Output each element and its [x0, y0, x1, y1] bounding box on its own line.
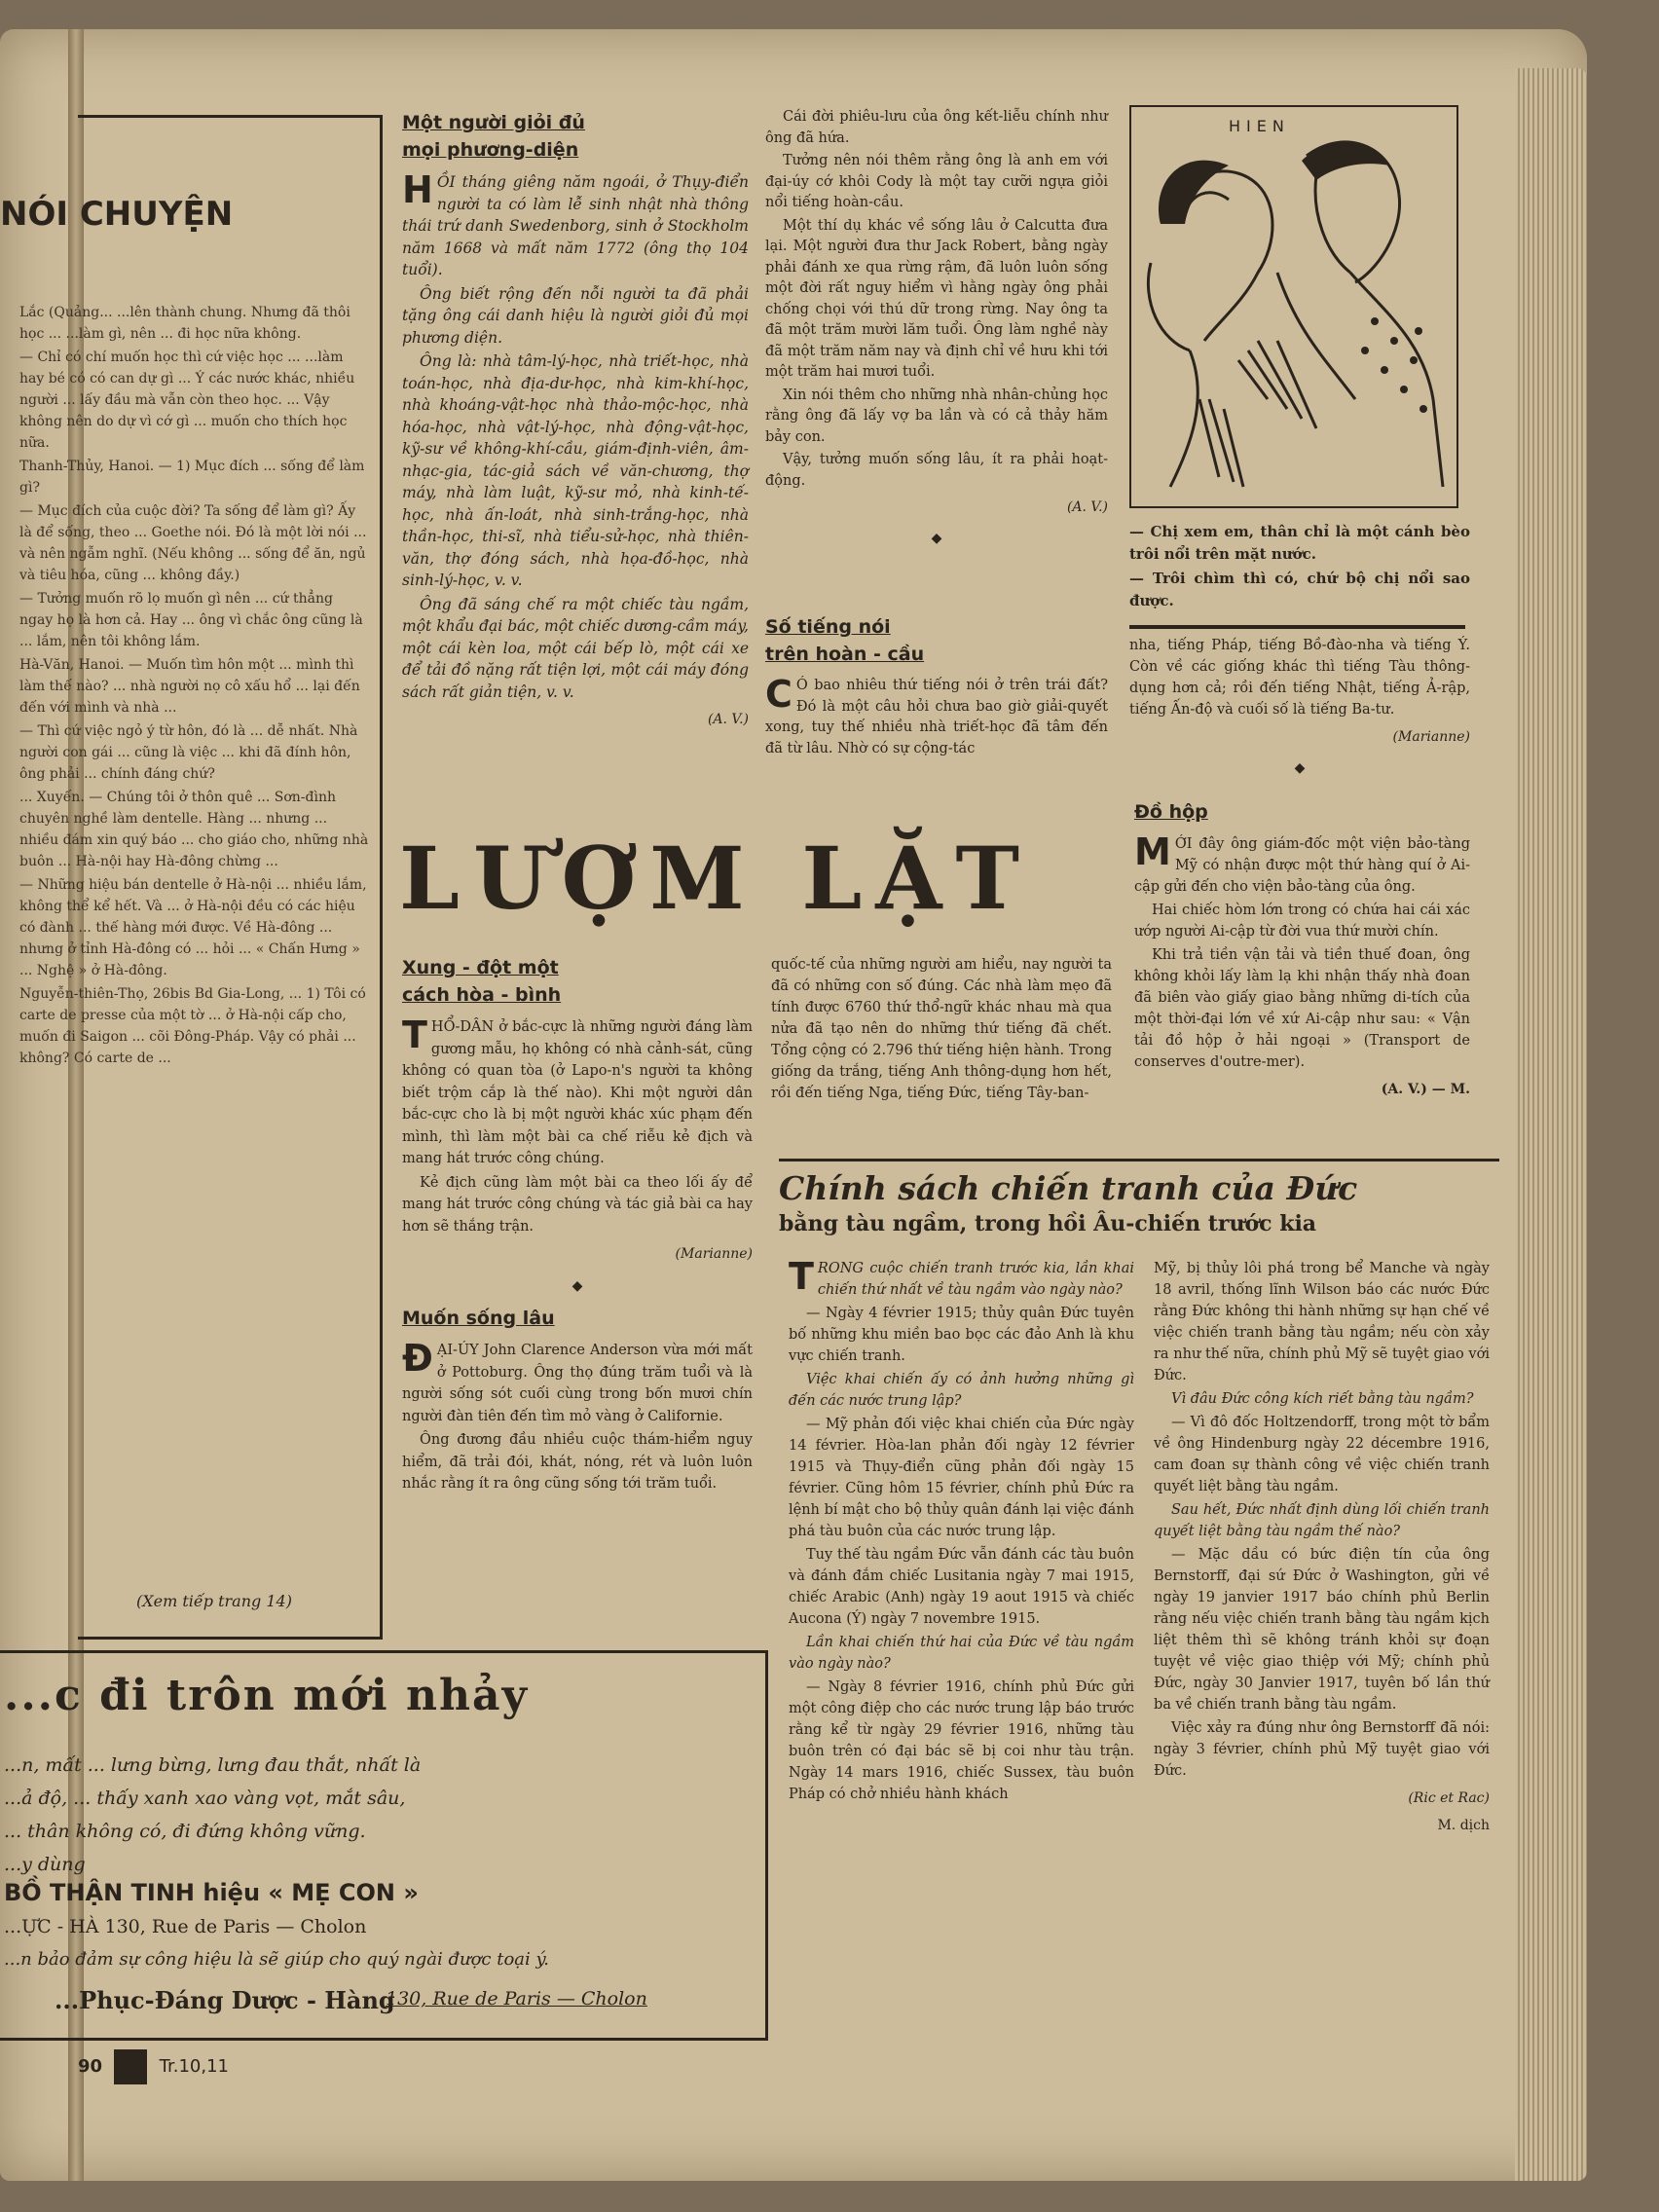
article-signature: (Ric et Rac)	[1408, 1790, 1490, 1806]
ad-guarantee: ...n bảo đảm sự công hiệu là sẽ giúp cho quý ngài được toại ý.	[4, 1949, 549, 1970]
article-signature: (Marianne)	[675, 1246, 753, 1262]
left-paragraph: Nguyễn-thiên-Thọ, 26bis Bd Gia-Long, ... 1) Tôi có carte de presse của một tờ ... ở Hà-nội cấp cho, muốn đi Saigon ... cõi Đông-Pháp. Vậy có phải ... không? Có carte de ...	[19, 986, 366, 1066]
article-submarine-col1	[789, 1255, 1134, 1807]
advertisement-box	[0, 1650, 768, 2041]
article-text: Tưởng nên nói thêm rằng ông là anh em với đại-úy cớ khôi Cody là một tay cưỡi ngựa giỏi nổi tiếng hoàn-cầu.	[765, 153, 1108, 210]
left-paragraph: — Tưởng muốn rõ lọ muốn gì nên ... cứ thẳng ngay họ là hơn cả. Hay ... ông vì chắc ông cũng là ... lắm, nên tôi không lắm.	[19, 591, 363, 649]
divider	[1129, 625, 1465, 629]
left-paragraph: — Những hiệu bán dentelle ở Hà-nội ... nhiều lắm, không thể kể hết. Và ... ở Hà-nội đều có các hiệu có đành ... thế hàng mới được. Về Hà-đông ... nhưng ở tỉnh Hà-đông có ... hỏi ... « Chấn Hưng » ... Nghệ » ở Hà-đông.	[19, 877, 367, 978]
article-genius	[402, 109, 749, 731]
article-question: Việc khai chiến ấy có ảnh hưởng những gì đến các nước trung lập?	[789, 1372, 1134, 1409]
ad-footer-name: ...Phục-Đáng Dược - Hàng	[55, 1986, 395, 2014]
separator-diamond-icon: ◆	[571, 1277, 583, 1294]
ad-line: ...y dùng	[4, 1854, 86, 1875]
left-paragraph: — Thì cứ việc ngỏ ý từ hôn, đó là ... dễ nhất. Nhà người con gái ... cũng là việc ... khi đã đính hôn, ông phải ... chính đáng chứ?	[19, 723, 358, 782]
left-page-header: NÓI CHUYỆN	[0, 195, 234, 234]
article-languages-mid	[771, 954, 1112, 1106]
article-text: Ông đương đầu nhiều cuộc thám-hiểm nguy hiểm, đã trải đói, khát, nóng, rét và luôn luôn nhắc rằng ít ra ông cũng sống tới trăm tuổi.	[402, 1432, 753, 1492]
article-text: Kẻ địch cũng làm một bài ca theo lối ấy để mang hát trước công chúng và tác giả bài ca hay hơn sẽ thắng trận.	[402, 1174, 753, 1235]
left-paragraph: Lắc (Quảng... ...lên thành chung. Nhưng đã thôi học ... ...làm gì, nên ... đi học nữa không.	[19, 305, 350, 342]
ad-line: ...ả độ, ... thấy xanh xao vàng vọt, mắt sâu,	[4, 1788, 406, 1809]
cartoon-drawing	[1131, 107, 1453, 497]
divider	[779, 1159, 1499, 1161]
article-text: Ông là: nhà tâm-lý-học, nhà triết-học, nhà toán-học, nhà địa-dư-học, nhà kim-khí-học, nhà khoáng-vật-học nhà thảo-mộc-học, nhà hóa-học, nhà vật-lý-học, nhà động-vật-học, kỹ-sư về không-khí-cầu, giám-định-viên, âm-nhạc-gia, tác-giả sách về văn-chương, thợ máy, nhà làm luật, kỹ-sư mỏ, nhà kinh-tế-học, nhà ấn-loát, nhà sinh-trắng-học, nhà thần-học, thi-sĩ, nhà tiểu-sử-học, nhà thiên-văn, thợ đóng sách, nhà họa-đồ-học, nhà sinh-lý-học, v. v.	[402, 352, 749, 589]
drop-cap: M	[1134, 830, 1171, 873]
drop-cap: Đ	[402, 1337, 433, 1380]
page-number: 90	[78, 2056, 103, 2077]
article-title: Xung - đột một	[402, 957, 559, 978]
article-signature: (A. V.) — M.	[1381, 1082, 1470, 1097]
page-mark: Tr.10,11	[159, 2056, 229, 2077]
cartoon-caption: — Trôi chìm thì có, chứ bộ chị nổi sao được.	[1129, 570, 1470, 609]
ad-line: ... thân không có, đi đứng không vững.	[4, 1821, 366, 1842]
article-question: RONG cuộc chiến tranh trước kia, lần khai chiến thứ nhất về tàu ngầm vào ngày nào?	[817, 1261, 1134, 1298]
article-title: Muốn sống lâu	[402, 1308, 555, 1329]
separator-diamond-icon: ◆	[1294, 760, 1306, 776]
article-submarine-heading	[779, 1168, 1499, 1238]
article-peaceful-conflict	[402, 954, 753, 1497]
article-text: HỔ-DÂN ở bắc-cực là những người đáng làm gương mẫu, họ không có nhà cảnh-sát, cũng không có quan tòa (ở Lapo-n's người ta không biết trộm cắp là thế nào). Khi một người dân bắc-cực cho là bị một người khác xúc phạm đến mình, thì làm một bài ca chế riễu kẻ địch và mang hát trước công chúng.	[402, 1019, 753, 1166]
article-text: Xin nói thêm cho những nhà nhân-chủng học rằng ông đã lấy vợ ba lần và có cả thảy hăm bảy con.	[765, 387, 1108, 445]
left-paragraph: ... Xuyến. — Chúng tôi ở thôn quê ... Sơn-đình chuyên nghề làm dentelle. Hàng ... nhưng ... nhiều đám xin quý báo ... cho giáo cho, những nhà buôn ... Hà-nội hay Hà-đông chừng ...	[19, 790, 369, 869]
ad-brand: BỒ THẬN TINH hiệu « MẸ CON »	[4, 1879, 419, 1906]
ad-line: ...n, mất ... lưng bừng, lưng đau thắt, nhất là	[4, 1754, 422, 1776]
ad-footer-address: 130, Rue de Paris — Cholon	[386, 1988, 647, 2009]
article-text: Vậy, tưởng muốn sống lâu, ít ra phải hoạt-động.	[765, 452, 1108, 489]
article-answer: — Mỹ phản đối việc khai chiến của Đức ngày 14 février. Hòa-lan phản đối ngày 12 février 1915 và Thụy-điển cũng phản đối ngày 15 février. Cũng hôm 15 février, chính phủ Đức ra lệnh bí mật cho bộ thủy quân đánh lại việc đánh phá tàu buôn của các nước trung lập.	[789, 1417, 1134, 1539]
left-column-frame	[78, 115, 383, 1640]
left-paragraph: Hà-Văn, Hanoi. — Muốn tìm hôn một ... mình thì làm thế nào? ... nhà người nọ cô xấu hổ ... lại đến đến với mình và nhà ...	[19, 657, 360, 716]
article-answer: Việc xảy ra đúng như ông Bernstorff đã nói: ngày 3 février, chính phủ Mỹ tuyệt giao với Đức.	[1154, 1720, 1490, 1779]
article-answer: — Ngày 4 février 1915; thủy quân Đức tuyên bố những khu miền bao bọc các đảo Anh là khu vực chiến tranh.	[789, 1306, 1134, 1364]
article-question: Vì đâu Đức công kích riết bằng tàu ngầm?	[1171, 1391, 1474, 1407]
article-text: Ó bao nhiêu thứ tiếng nói ở trên trái đất? Đó là một câu hỏi chưa bao giờ giải-quyết xong, tuy thế nhiều nhà triết-học đã tâm đến đã từ lâu. Nhờ có sự cộng-tác	[765, 678, 1108, 756]
article-text: quốc-tế của những người am hiểu, nay người ta đã có những con số đúng. Các nhà làm mẹo đã tính được 6760 thứ thổ-ngữ khác nhau mà qua nửa đã tạo nên do những thứ tiếng đã chết. Tổng cộng có 2.796 thứ tiếng hiện hành. Trong giống da trắng, tiếng Anh thông-dụng hơn hết, rồi đến tiếng Nga, tiếng Đức, tiếng Tây-ban-	[771, 957, 1112, 1101]
left-paragraph: — Mục đích của cuộc đời? Ta sống để làm gì? Ấy là để sống, theo ... Goethe nói. Đó là một lời nói ... và nên ngẫm nghĩ. (Nếu không ... sống để ăn, ngủ và tiêu hóa, cũng ... không đầy.)	[19, 503, 367, 583]
ad-title: ...c đi trôn mới nhảy	[4, 1671, 530, 1720]
article-question: Lần khai chiến thứ hai của Đức về tàu ngầm vào ngày nào?	[789, 1635, 1134, 1672]
article-title: mọi phương-diện	[402, 139, 579, 161]
article-text: ẠI-ÚY John Clarence Anderson vừa mới mất ở Pottoburg. Ông thọ đúng trăm tuổi và là người sống sót cuối cùng trong bốn mươi chín người đàn tiên đến tìm mỏ vàng ở Californie.	[402, 1343, 753, 1424]
article-answer: — Mặc dầu có bức điện tín của ông Bernstorff, đại sứ Đức ở Washington, gửi về ngày 19 janvier 1917 báo chính phủ Berlin rằng nếu việc chiến tranh bằng tàu ngầm kịch liệt thêm thì sẽ không tránh khỏi sự đoạn tuyệt về việc giao thiệp với Mỹ; chính phủ Đức, ngày 30 Janvier 1917, tuyên bố lần thứ ba về chiến tranh bằng tàu ngầm.	[1154, 1547, 1490, 1713]
article-question: Sau hết, Đức nhất định dùng lối chiến tranh quyết liệt bằng tàu ngầm thế nào?	[1154, 1502, 1490, 1539]
ad-address: ...ỰC - HÀ 130, Rue de Paris — Cholon	[4, 1916, 367, 1937]
page-edges	[1515, 68, 1587, 2181]
article-title: Đồ hộp	[1134, 801, 1208, 823]
article-signature: (A. V.)	[707, 712, 749, 727]
drop-cap: T	[402, 1014, 427, 1056]
drop-cap: C	[765, 673, 793, 716]
article-text: Một thí dụ khác về sống lâu ở Calcutta đưa lại. Một người đưa thư Jack Robert, bằng ngày phải đánh xe qua rừng rậm, đã luôn luôn sống một đời rất nguy hiểm vì hằng ngày ông phải chống chọi với thú dữ trong rừng. Nay ông ta đã một trăm mười lăm tuổi. Ông làm nghề này đã một trăm năm nay và định chỉ về hưu khi tới một trăm hai mươi tuổi.	[765, 217, 1108, 380]
drop-cap: T	[789, 1255, 814, 1298]
article-answer: Mỹ, bị thủy lôi phá trong bể Manche và ngày 18 avril, thống lĩnh Wilson báo các nước Đức rằng Đức không thi hành những sự hạn chế về việc chiến tranh bằng tàu ngầm; nếu còn xảy ra như thế nữa, chính phủ Mỹ sẽ tuyệt giao với Đức.	[1154, 1261, 1490, 1383]
article-subtitle: bằng tàu ngầm, trong hồi Âu-chiến trước kia	[779, 1211, 1317, 1236]
article-languages-cont	[1129, 635, 1470, 787]
article-text: nha, tiếng Pháp, tiếng Bồ-đào-nha và tiếng Ý. Còn về các giống khác thì tiếng Tàu thông-dụng hơn cả; rồi đến tiếng Nhật, tiếng Ả-rập, tiếng Ấn-độ và cuối số là tiếng Ba-tư.	[1129, 638, 1470, 718]
article-answer: Tuy thế tàu ngầm Đức vẫn đánh các tàu buôn và đánh đắm chiếc Lusitania ngày 7 mai 1915, chiếc Arabic (Anh) ngày 19 aout 1915 và chiếc Aucona (Ý) ngày 7 novembre 1915.	[789, 1547, 1134, 1627]
article-signature: (A. V.)	[1066, 499, 1108, 515]
article-title: cách hòa - bình	[402, 984, 562, 1006]
newspaper-page	[0, 29, 1587, 2181]
cartoon-caption: — Chị xem em, thân chỉ là một cánh bèo trôi nổi trên mặt nước.	[1129, 523, 1470, 563]
article-answer: — Ngày 8 février 1916, chính phủ Đức gửi một công điệp cho các nước trung lập báo trước rằng kể từ ngày 29 février 1916, những tàu buôn trên có đại bác sẽ bị coi như tàu trận. Ngày 14 mars 1916, chiếc Sussex, tàu buôn Pháp có chở nhiều hành khách	[789, 1679, 1134, 1802]
article-languages	[765, 613, 1108, 761]
article-submarine-col2	[1154, 1258, 1490, 1836]
article-text: ỚI đây ông giám-đốc một viện bảo-tàng Mỹ có nhận được một thứ hàng quí ở Ai-cập gửi đến cho viện bảo-tàng của ông.	[1134, 836, 1470, 895]
left-paragraph: Thanh-Thủy, Hanoi. — 1) Mục đích ... sống để làm gì?	[19, 459, 365, 496]
page-footer	[78, 2049, 229, 2084]
left-paragraph: — Chỉ có chí muốn học thì cứ việc học ... ...làm hay bé có có can dự gì ... Ý các nước khác, nhiều người ... lấy đầu mà vẫn còn theo học. ... Vậy không nên do dự vì cớ gì ... muốn cho thích học nữa.	[19, 350, 355, 451]
continued-note: (Xem tiếp trang 14)	[136, 1592, 292, 1610]
article-answer: — Vì đô đốc Holtzendorff, trong một tờ bẩm về ông Hindenburg ngày 22 décembre 1916, cam đoan sự thành công về việc chiến tranh quyết liệt bằng tàu ngầm.	[1154, 1415, 1490, 1494]
drop-cap: H	[402, 168, 433, 211]
article-text: Hai chiếc hòm lớn trong có chứa hai cái xác ướp người Ai-cập từ đời vua thứ mười chín.	[1134, 903, 1470, 940]
article-title: trên hoàn - cầu	[765, 644, 925, 665]
article-text: Ông biết rộng đến nỗi người ta đã phải tặng ông cái danh hiệu là người giỏi đủ mọi phương diện.	[402, 284, 749, 347]
article-signature: (Marianne)	[1392, 729, 1470, 745]
article-title: Một người giỏi đủ	[402, 112, 585, 133]
cartoon-artist: HIEN	[1229, 117, 1290, 135]
newspaper-logo-icon	[114, 2049, 147, 2084]
cartoon-captions	[1129, 521, 1470, 614]
translator-signature: M. dịch	[1437, 1818, 1490, 1833]
separator-diamond-icon: ◆	[931, 530, 942, 546]
article-long-life-cont	[765, 107, 1108, 557]
article-text: Khi trả tiền vận tải và tiền thuế đoan, ông không khỏi lấy làm lạ khi nhận thấy nhà đoan đã biên vào giấy giao bằng những di-tích của một thời-đại lớn về xứ Ai-cập như sau: « Vận tải đồ hộp ở hải ngoại » (Transport de conserves d'outre-mer).	[1134, 947, 1470, 1070]
article-text: ỒI tháng giêng năm ngoái, ở Thụy-điển người ta có làm lễ sinh nhật nhà thông thái trứ danh Swedenborg, sinh ở Stockholm năm 1668 và mất năm 1772 (ông thọ 104 tuổi).	[402, 173, 749, 278]
cartoon-frame	[1129, 105, 1458, 508]
section-title: LƯỢM LẶT	[399, 828, 1033, 929]
article-text: Ông đã sáng chế ra một chiếc tàu ngầm, một khẩu đại bác, một chiếc dương-cầm máy, một cái kèn loa, một cái bếp lò, một cái xe để tải đồ nặng rất tiện lợi, một cái máy đóng sách rất giản tiện, v. v.	[402, 595, 749, 701]
article-canned-goods	[1134, 798, 1470, 1100]
article-text: Cái đời phiêu-lưu của ông kết-liễu chính như ông đã hứa.	[765, 109, 1108, 146]
article-title: Số tiếng nói	[765, 616, 891, 638]
article-title: Chính sách chiến tranh của Đức	[779, 1169, 1358, 1207]
